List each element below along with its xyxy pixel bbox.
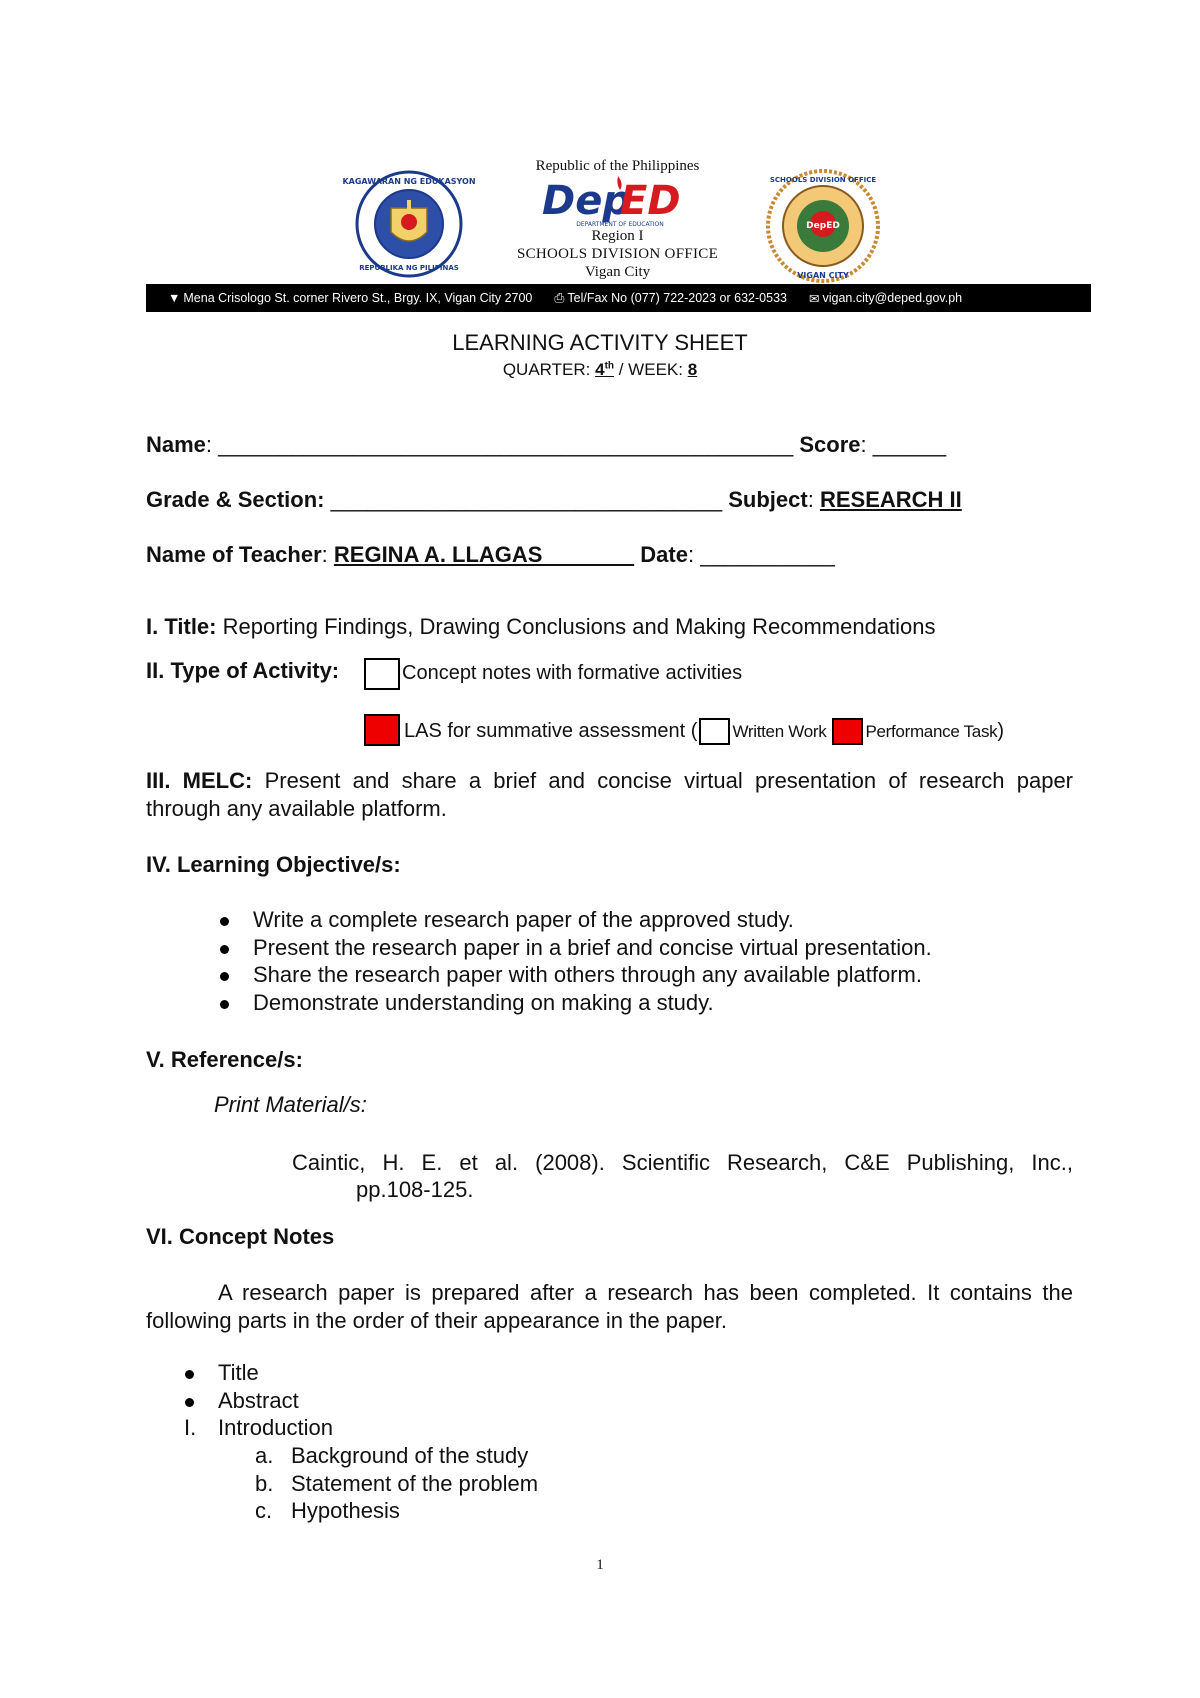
teacher-row <box>146 542 835 568</box>
concept-notes-option: Concept notes with formative activities <box>402 662 743 684</box>
melc-text: Present and share a brief and concise virtual presentation of research paper through any available platform. <box>146 768 1074 821</box>
list-item: c. Hypothesis <box>255 1498 400 1523</box>
bullet-icon <box>185 1370 194 1379</box>
list-item: Present the research paper in a brief and concise virtual presentation. <box>253 934 932 962</box>
written-work-checkbox[interactable] <box>699 718 730 745</box>
svg-text:SCHOOLS DIVISION OFFICE: SCHOOLS DIVISION OFFICE <box>769 176 877 184</box>
list-marker: a. <box>255 1443 274 1468</box>
svg-text:Dep: Dep <box>542 178 631 224</box>
sheet-title: LEARNING ACTIVITY SHEET <box>452 330 748 355</box>
concept-notes-paragraph: A research paper is prepared after a research has been completed. It contains the following parts in the order of their appearance in the paper. <box>146 1280 1073 1333</box>
title-section <box>146 614 936 640</box>
location-pin-icon: ▼ <box>168 291 181 305</box>
address-text: Mena Crisologo St. corner Rivero St., Brgy. IX, Vigan City 2700 <box>183 291 533 305</box>
email-text: vigan.city@deped.gov.ph <box>822 291 963 305</box>
subject-label: Subject <box>728 487 808 512</box>
bullet-icon <box>220 917 229 926</box>
teacher-value: REGINA A. LLAGAS <box>333 542 543 567</box>
kagawaran-ng-edukasyon-seal-icon <box>342 170 476 278</box>
melc-label: III. MELC: <box>146 768 253 793</box>
quarter-week-line <box>0 360 1200 380</box>
list-item: a. Background of the study <box>255 1443 529 1468</box>
list-item: I. Introduction <box>184 1415 333 1440</box>
telfax-text: Tel/Fax No (077) 722-2023 or 632-0533 <box>567 291 787 305</box>
introduction-sublist <box>255 1442 539 1525</box>
teacher-label: Name of Teacher <box>146 542 322 567</box>
references-label: V. Reference/s: <box>146 1047 303 1072</box>
empty-checkbox[interactable] <box>364 658 400 690</box>
las-summative-text: LAS for summative assessment ( <box>404 720 698 742</box>
subject-value: RESEARCH II <box>819 487 962 512</box>
date-blank[interactable]: : ___________ <box>687 542 835 567</box>
activity-type-label: II. Type of Activity: <box>146 658 340 683</box>
svg-text:KAGAWARAN NG EDUKASYON: KAGAWARAN NG EDUKASYON <box>342 177 476 186</box>
concept-notes-label: VI. Concept Notes <box>146 1224 335 1249</box>
written-work-label: Written Work <box>732 721 827 741</box>
las-summative-checkbox[interactable] <box>364 714 400 746</box>
bullet-icon <box>220 945 229 954</box>
objectives-list <box>253 906 932 1016</box>
close-paren: ) <box>997 720 1005 742</box>
list-item: Demonstrate understanding on making a study. <box>253 989 932 1017</box>
objectives-label: IV. Learning Objective/s: <box>146 852 401 877</box>
grade-section-label: Grade & Section: <box>146 487 331 512</box>
schools-division-office-vigan-seal-icon <box>763 168 883 284</box>
title-section-label: I. Title: <box>146 614 217 639</box>
performance-task-checkbox[interactable] <box>832 718 863 745</box>
grade-row <box>146 487 962 513</box>
week-value: 8 <box>687 360 698 379</box>
quarter-value: 4th <box>595 360 615 379</box>
bullet-icon <box>185 1398 194 1407</box>
division-heading: SCHOOLS DIVISION OFFICE <box>516 246 719 262</box>
page-number: 1 <box>596 1557 604 1573</box>
svg-text:DepED: DepED <box>806 221 840 231</box>
reference-line-2: pp.108-125. <box>356 1177 474 1202</box>
list-item: Title <box>218 1359 333 1387</box>
list-marker: I. <box>184 1415 197 1440</box>
quarter-label: QUARTER: <box>502 360 596 379</box>
concept-notes-checkbox[interactable] <box>364 658 400 690</box>
svg-text:ED: ED <box>620 178 681 224</box>
melc-section <box>146 767 1073 823</box>
week-label: / WEEK: <box>614 360 688 379</box>
score-label: Score <box>799 432 861 457</box>
city-heading: Vigan City <box>584 264 651 280</box>
name-row <box>146 432 946 458</box>
subject-colon: : <box>807 487 820 512</box>
performance-task-label: Performance Task <box>865 721 998 741</box>
svg-text:REPUBLIKA NG PILIPINAS: REPUBLIKA NG PILIPINAS <box>359 264 459 272</box>
svg-text:DEPARTMENT OF EDUCATION: DEPARTMENT OF EDUCATION <box>576 221 664 228</box>
republic-heading: Republic of the Philippines <box>535 158 700 174</box>
list-marker: b. <box>255 1470 274 1496</box>
reference-line-1: Caintic, H. E. et al. (2008). Scientific Research, C&E Publishing, Inc., <box>292 1150 1073 1175</box>
fax-icon: ⎙ <box>554 290 565 305</box>
print-materials-label: Print Material/s: <box>214 1092 367 1117</box>
score-blank[interactable]: : ______ <box>860 432 947 457</box>
list-item: Share the research paper with others through any available platform. <box>253 961 932 989</box>
contact-bar <box>146 284 1091 312</box>
checked-checkbox[interactable] <box>364 714 400 746</box>
list-item: Abstract <box>218 1387 333 1415</box>
bullet-icon <box>220 972 229 981</box>
title-section-value: Reporting Findings, Drawing Conclusions and Making Recommendations <box>216 614 936 639</box>
list-item: Write a complete research paper of the approved study. <box>253 906 932 934</box>
list-item: b. Statement of the problem <box>255 1470 539 1496</box>
name-label: Name <box>146 432 206 457</box>
teacher-colon: : <box>321 542 334 567</box>
date-label: Date <box>640 542 688 567</box>
deped-logo-icon <box>540 174 700 232</box>
region-heading: Region I <box>591 228 644 244</box>
list-marker: c. <box>255 1498 273 1523</box>
bullet-icon <box>220 1000 229 1009</box>
email-icon: ✉ <box>808 291 820 306</box>
paper-parts-list <box>184 1359 333 1442</box>
grade-section-blank[interactable]: ________________________________ <box>330 487 723 512</box>
svg-text:VIGAN CITY: VIGAN CITY <box>797 271 849 280</box>
name-blank[interactable]: : _______________________________________________ <box>205 432 794 457</box>
las-summative-option <box>404 718 1004 745</box>
